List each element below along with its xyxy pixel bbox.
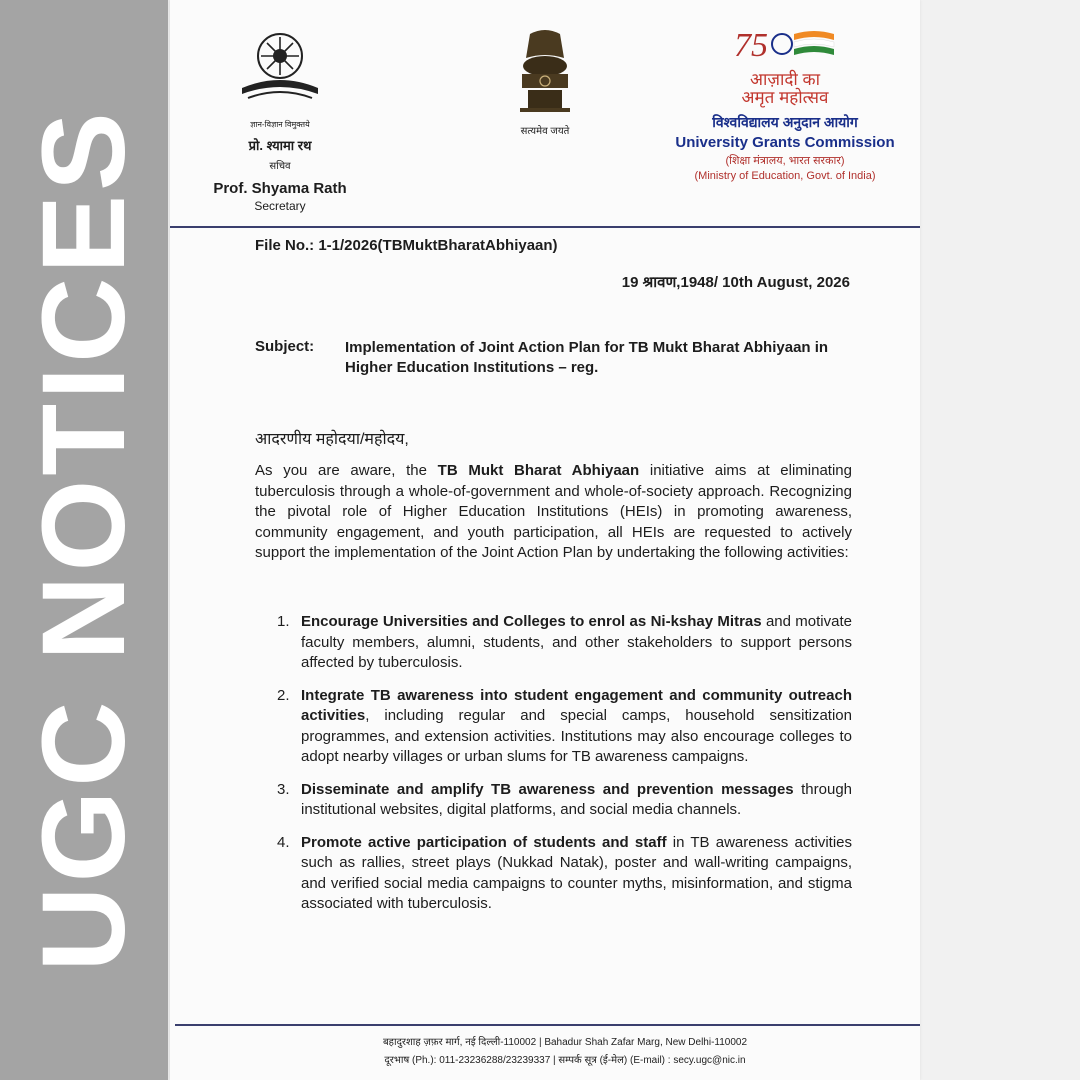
list-item [255,612,852,674]
ugc-logo-icon [230,28,330,110]
secretary-role-hindi: सचिव [269,161,291,172]
list-item-text: , including regular and special camps, household sensitization programmes, and extension activities. Institutions may also encourage colleges to adopt nearby villages or urban slums for TB awareness campaigns. [301,707,852,765]
list-item-number: 2. [277,686,290,704]
file-number: File No.: 1-1/2026(TBMuktBharatAbhiyaan) [255,237,558,254]
intro-bold-text: TB Mukt Bharat Abhiyaan [437,462,640,479]
ugc-motto: ज्ञान-विज्ञान विमुक्तये [250,120,310,129]
salutation: आदरणीय महोदया/महोदय, [255,431,409,448]
activities-list [255,612,852,927]
list-item [255,686,852,768]
footer-contact: दूरभाष (Ph.): 011-23236288/23239337 | सम्पर्क सूत्र (ई-मेल) (E-mail) : secy.ugc@nic.in [384,1055,746,1066]
subject-text: Implementation of Joint Action Plan for TB Mukt Bharat Abhiyaan in Higher Education Institutions – reg. [345,339,829,376]
secretary-name: Prof. Shyama Rath [213,180,347,197]
footer-address: बहादुरशाह ज़फ़र मार्ग, नई दिल्ली-110002 | Bahadur Shah Zafar Marg, New Delhi-110002 [382,1037,748,1048]
list-item-text: through institutional websites, digital platforms, and social media channels. [301,780,853,818]
intro-paragraph [255,461,852,564]
azadi-logo-line2: अमृत महोत्सव [741,87,829,107]
intro-text-end: initiative aims at eliminating tuberculosis through a whole-of-government and whole-of-society approach. Recognizing the pivotal role of Higher Education Institutions (HEIs) in promoting awareness, community engagement, and youth participation, all HEIs are requested to actively support the implementation of the Joint Action Plan by undertaking the following activities: [255,462,852,561]
org-ministry-hindi: (शिक्षा मंत्रालय, भारत सरकार) [725,154,845,167]
secretary-role: Secretary [254,199,306,213]
azadi-logo-line1: आज़ादी का [749,70,820,89]
list-item [255,833,852,915]
emblem-motto: सत्यमेव जयते [520,126,570,137]
letter-page [170,0,920,1080]
list-item-heading: Integrate TB awareness into student engagement and community outreach activities [301,686,852,724]
org-name-hindi: विश्वविद्यालय अनुदान आयोग [712,113,858,130]
subject-label: Subject: [255,338,315,355]
list-item-number: 1. [277,613,290,630]
footer-divider [175,1024,920,1026]
azadi-logo-text [675,71,895,107]
list-item-heading: Disseminate and amplify TB awareness and prevention messages [301,780,794,798]
ugc-header-block [675,24,895,182]
list-item-heading: Promote active participation of students and staff [301,833,667,851]
right-margin [920,0,1080,1080]
letter-date: 19 श्रावण,1948/ 10th August, 2026 [621,274,850,291]
list-item-text: in TB awareness activities such as rallies, street plays (Nukkad Natak), poster and wall-writing campaigns, and verified social media campaigns to counter myths, misinformation, and stigma associated with tuberculosis. [301,833,852,912]
azadi-ka-amrit-mahotsav-logo-icon [730,24,840,64]
list-item-number: 3. [277,780,290,798]
national-emblem-icon [510,28,580,116]
national-emblem-block [470,28,620,137]
intro-text-start: As you are aware, the [255,462,438,479]
letter-footer [340,1034,790,1070]
list-item-number: 4. [277,833,290,851]
secretary-name-hindi: प्रो. श्यामा रथ [248,138,312,153]
list-item [255,780,852,821]
subject-line [255,338,855,377]
list-item-heading: Encourage Universities and Colleges to enrol as Ni-kshay Mitras [301,613,762,630]
org-name: University Grants Commission [675,133,895,151]
secretary-block [200,28,360,213]
svg-text:75: 75 [734,27,768,64]
side-banner-title: UGC NOTICES [18,108,150,972]
org-ministry: (Ministry of Education, Govt. of India) [694,169,876,182]
side-banner [0,0,168,1080]
header-divider [170,226,920,228]
list-item-text: and motivate faculty members, alumni, students, and other stakeholders to support persons affected by tuberculosis. [301,613,852,671]
